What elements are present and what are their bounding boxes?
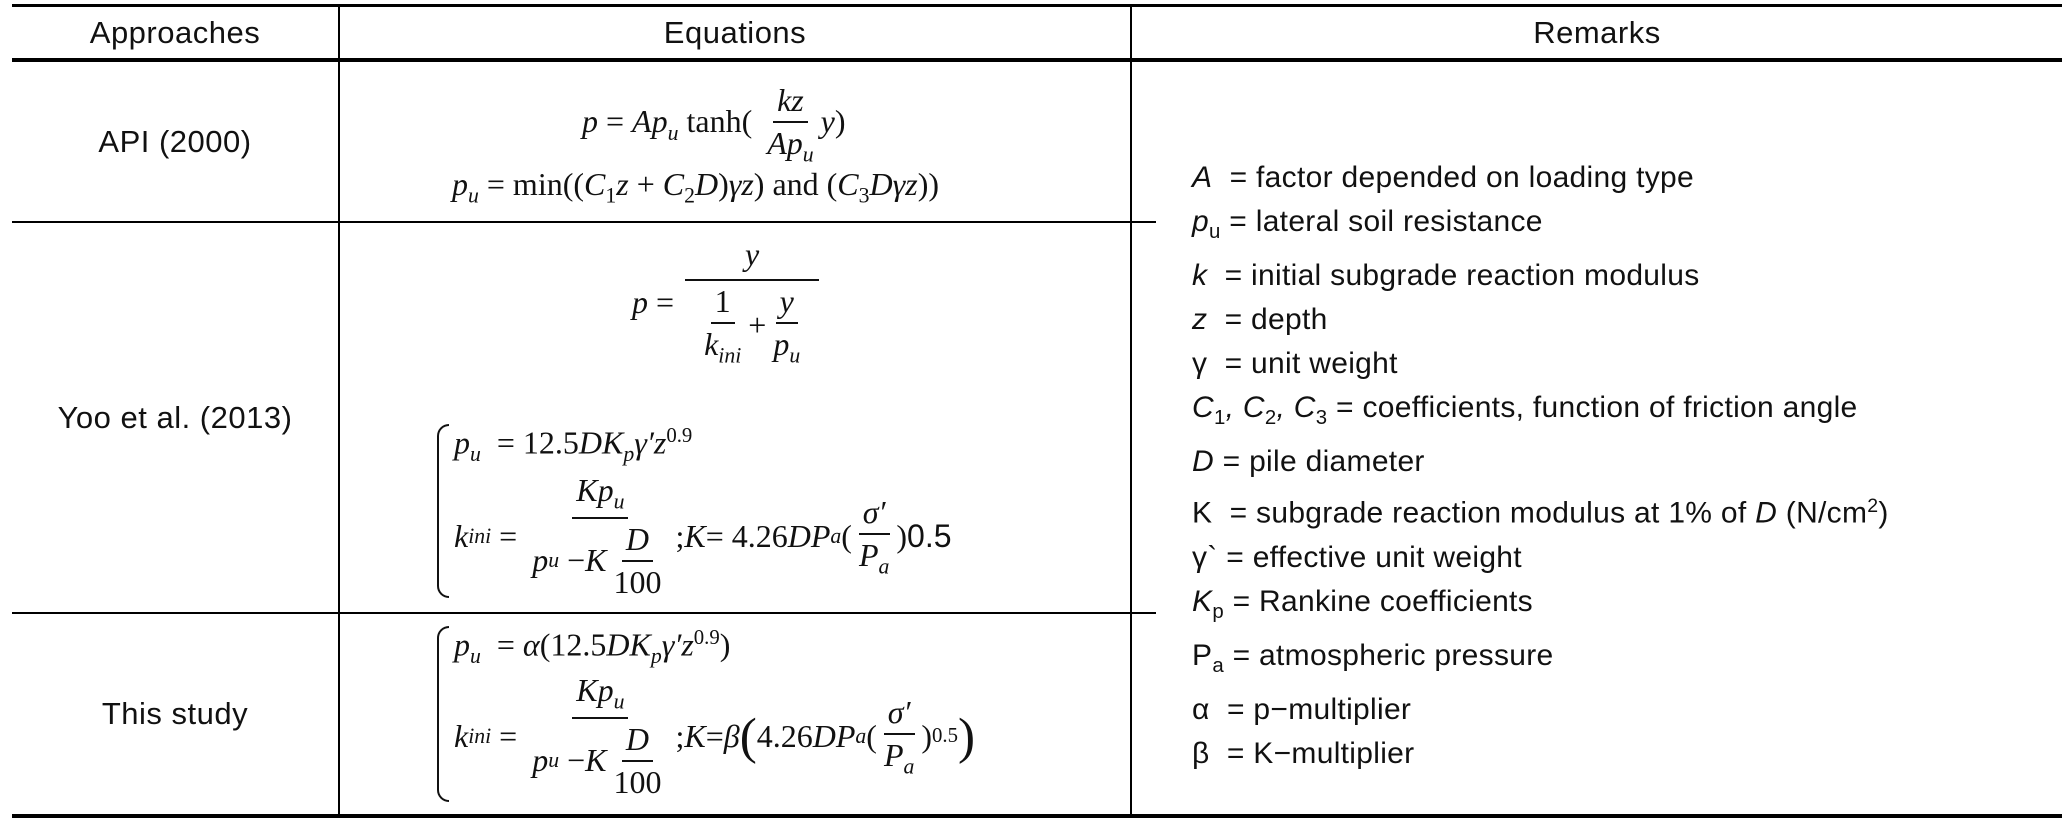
yoo-equation-p: p = y $\frac{1}{k_{ini}}$ + $\frac{y}{p_u}$ (632, 236, 822, 369)
bottom-rule (12, 814, 2062, 818)
approach-api: API (2000) (98, 123, 252, 159)
yoo-brace (437, 424, 449, 598)
this-study-brace (437, 626, 449, 802)
this-study-equation-kini: k ini = $Kp_u$ p u − K $\frac{D}{100}$ ; K = β ( 4.26 DP a ( $\frac{\sigma'}{P_a}$ ) 0.5 ) (454, 672, 976, 800)
remark-row: $p_u$ = lateral soil resistance (1192, 205, 1543, 244)
remark-row: α = p−multiplier (1192, 693, 1412, 727)
this-study-equation-pu: $p_u = \alpha(12.5DK_p\gamma'z^{0.9})$ (454, 626, 731, 669)
remark-row: D = pile diameter (1192, 445, 1425, 479)
header-equations: Equations (663, 14, 807, 50)
header-approaches: Approaches (89, 14, 261, 50)
yoo-equation-pu: $p_u = 12.5DK_p\gamma'z^{0.9}$ (454, 424, 693, 467)
yoo-equation-kini: k ini = $Kp_u$ p u − K $\frac{D}{100}$ ; K = 4.26 DP a ( $\frac{\sigma'}{P_a}$ ) 0.5 (454, 472, 952, 600)
approach-this-study: This study (101, 696, 249, 731)
remark-row: $K_p$ = Rankine coefficients (1192, 584, 1533, 624)
col-divider-1 (338, 4, 340, 818)
remarks-list (1192, 156, 1889, 776)
remark-row: K = subgrade reaction modulus at 1% of D $(N/cm^2)$ (1192, 495, 1889, 530)
remark-row: A = factor depended on loading type (1192, 161, 1695, 194)
api-equation-p: $p = Ap_u$ tanh( $\frac{kz}{Ap_u}$ y) (582, 82, 846, 167)
remark-row: k = initial subgrade reaction modulus (1192, 259, 1700, 293)
header-remarks: Remarks (1533, 14, 1661, 50)
remark-row: γ = unit weight (1192, 347, 1398, 381)
formula-table (12, 4, 2062, 818)
api-equation-pu: $p_u = \min((C_1z + C_2D)\gamma z)$ and $(C_3D\gamma z)$) (452, 166, 939, 208)
remark-row: $P_a$ = atmospheric pressure (1192, 639, 1554, 678)
remark-row: z = depth (1192, 303, 1328, 337)
approach-yoo: Yoo et al. (2013) (57, 399, 293, 435)
remark-row: β = K−multiplier (1192, 737, 1415, 771)
col-divider-2 (1130, 4, 1132, 818)
remark-row: γ` = effective unit weight (1192, 540, 1522, 574)
remark-row: $C_1$, $C_2$, $C_3$ = coefficients, function of friction angle (1192, 391, 1858, 430)
